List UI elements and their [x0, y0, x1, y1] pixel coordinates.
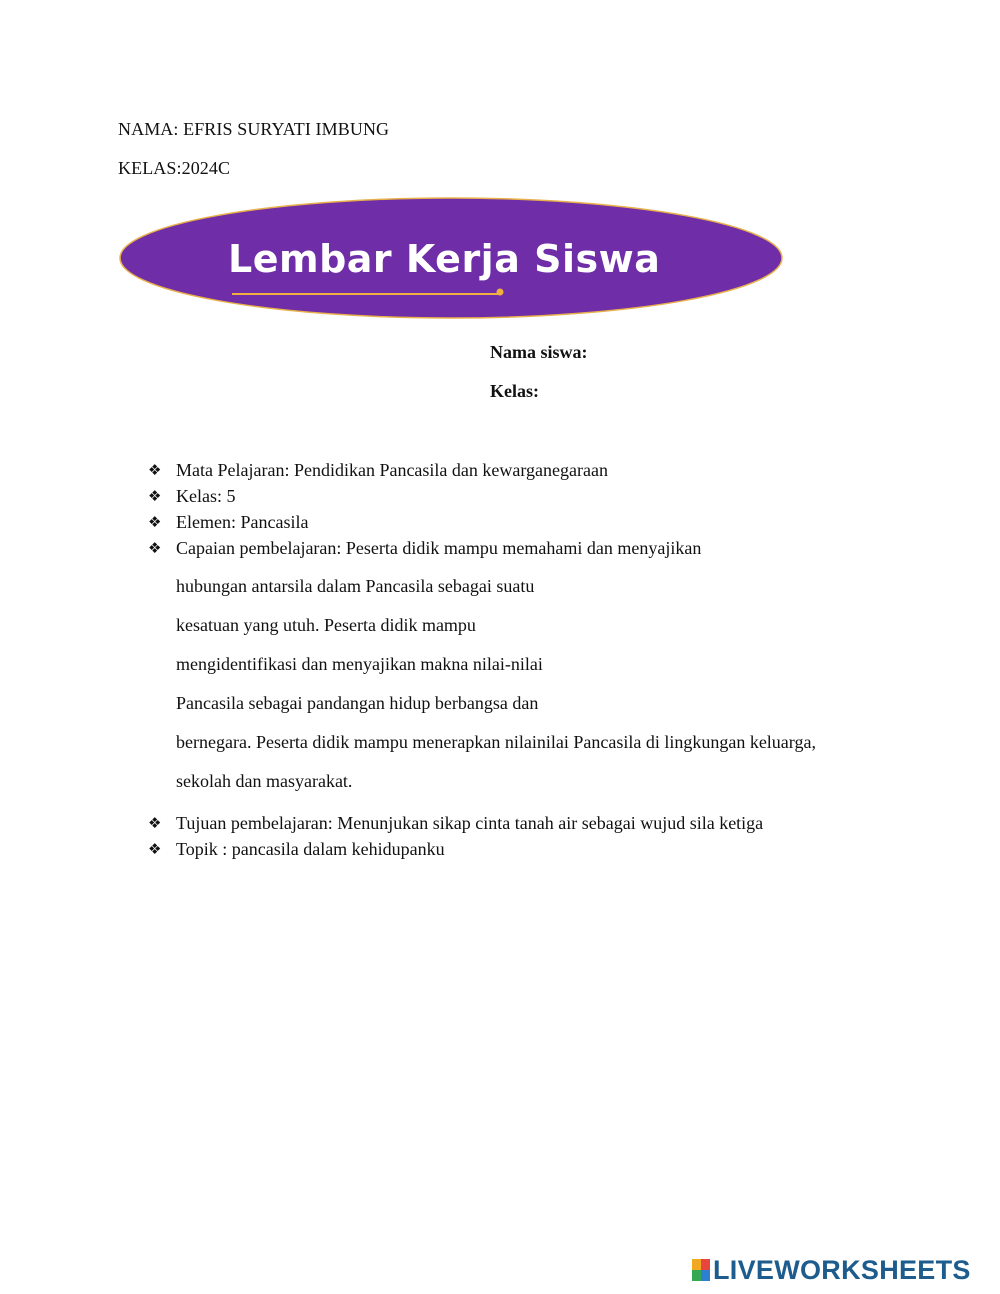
outcome-line: Pancasila sebagai pandangan hidup berbangsa dan	[176, 693, 539, 713]
diamond-bullet-icon: ❖	[148, 539, 162, 557]
subject-text: Mata Pelajaran: Pendidikan Pancasila dan kewarganegaraan	[176, 460, 608, 480]
diamond-bullet-icon: ❖	[148, 487, 162, 505]
topic-text: Topik : pancasila dalam kehidupanku	[176, 839, 445, 859]
student-name-header: NAMA: EFRIS SURYATI IMBUNG	[118, 119, 390, 139]
worksheet-banner	[118, 196, 784, 320]
objective-text: Tujuan pembelajaran: Menunjukan sikap cinta tanah air sebagai wujud sila ketiga	[176, 813, 764, 833]
outcome-item	[148, 535, 701, 561]
banner-title: Lembar Kerja Siswa	[228, 237, 661, 281]
element-text: Elemen: Pancasila	[176, 512, 309, 532]
objective-item	[148, 810, 763, 836]
topic-item	[148, 836, 445, 862]
liveworksheets-brand: LIVEWORKSHEETS	[713, 1254, 971, 1285]
icon-tile	[701, 1259, 710, 1270]
icon-tile	[701, 1270, 710, 1281]
liveworksheets-icon	[692, 1259, 710, 1281]
outcome-line: Capaian pembelajaran: Peserta didik mampu memahami dan menyajikan	[176, 538, 702, 558]
student-class-header: KELAS:2024C	[118, 158, 231, 178]
subject-item	[148, 457, 608, 483]
grade-text: Kelas: 5	[176, 486, 236, 506]
grade-item	[148, 483, 235, 509]
outcome-line: bernegara. Peserta didik mampu menerapkan nilainilai Pancasila di lingkungan keluarga,	[176, 732, 816, 752]
outcome-line: sekolah dan masyarakat.	[176, 771, 353, 791]
student-name-label: Nama siswa:	[490, 342, 588, 362]
diamond-bullet-icon: ❖	[148, 840, 162, 858]
outcome-line: mengidentifikasi dan menyajikan makna nilai-nilai	[176, 654, 543, 674]
element-item	[148, 509, 308, 535]
liveworksheets-logo[interactable]	[692, 1256, 971, 1284]
outcome-line: kesatuan yang utuh. Peserta didik mampu	[176, 615, 476, 635]
student-class-label: Kelas:	[490, 381, 539, 401]
banner-underline-dot	[497, 289, 504, 296]
diamond-bullet-icon: ❖	[148, 513, 162, 531]
icon-tile	[692, 1259, 701, 1270]
diamond-bullet-icon: ❖	[148, 814, 162, 832]
outcome-line: hubungan antarsila dalam Pancasila sebagai suatu	[176, 576, 535, 596]
icon-tile	[692, 1270, 701, 1281]
diamond-bullet-icon: ❖	[148, 461, 162, 479]
